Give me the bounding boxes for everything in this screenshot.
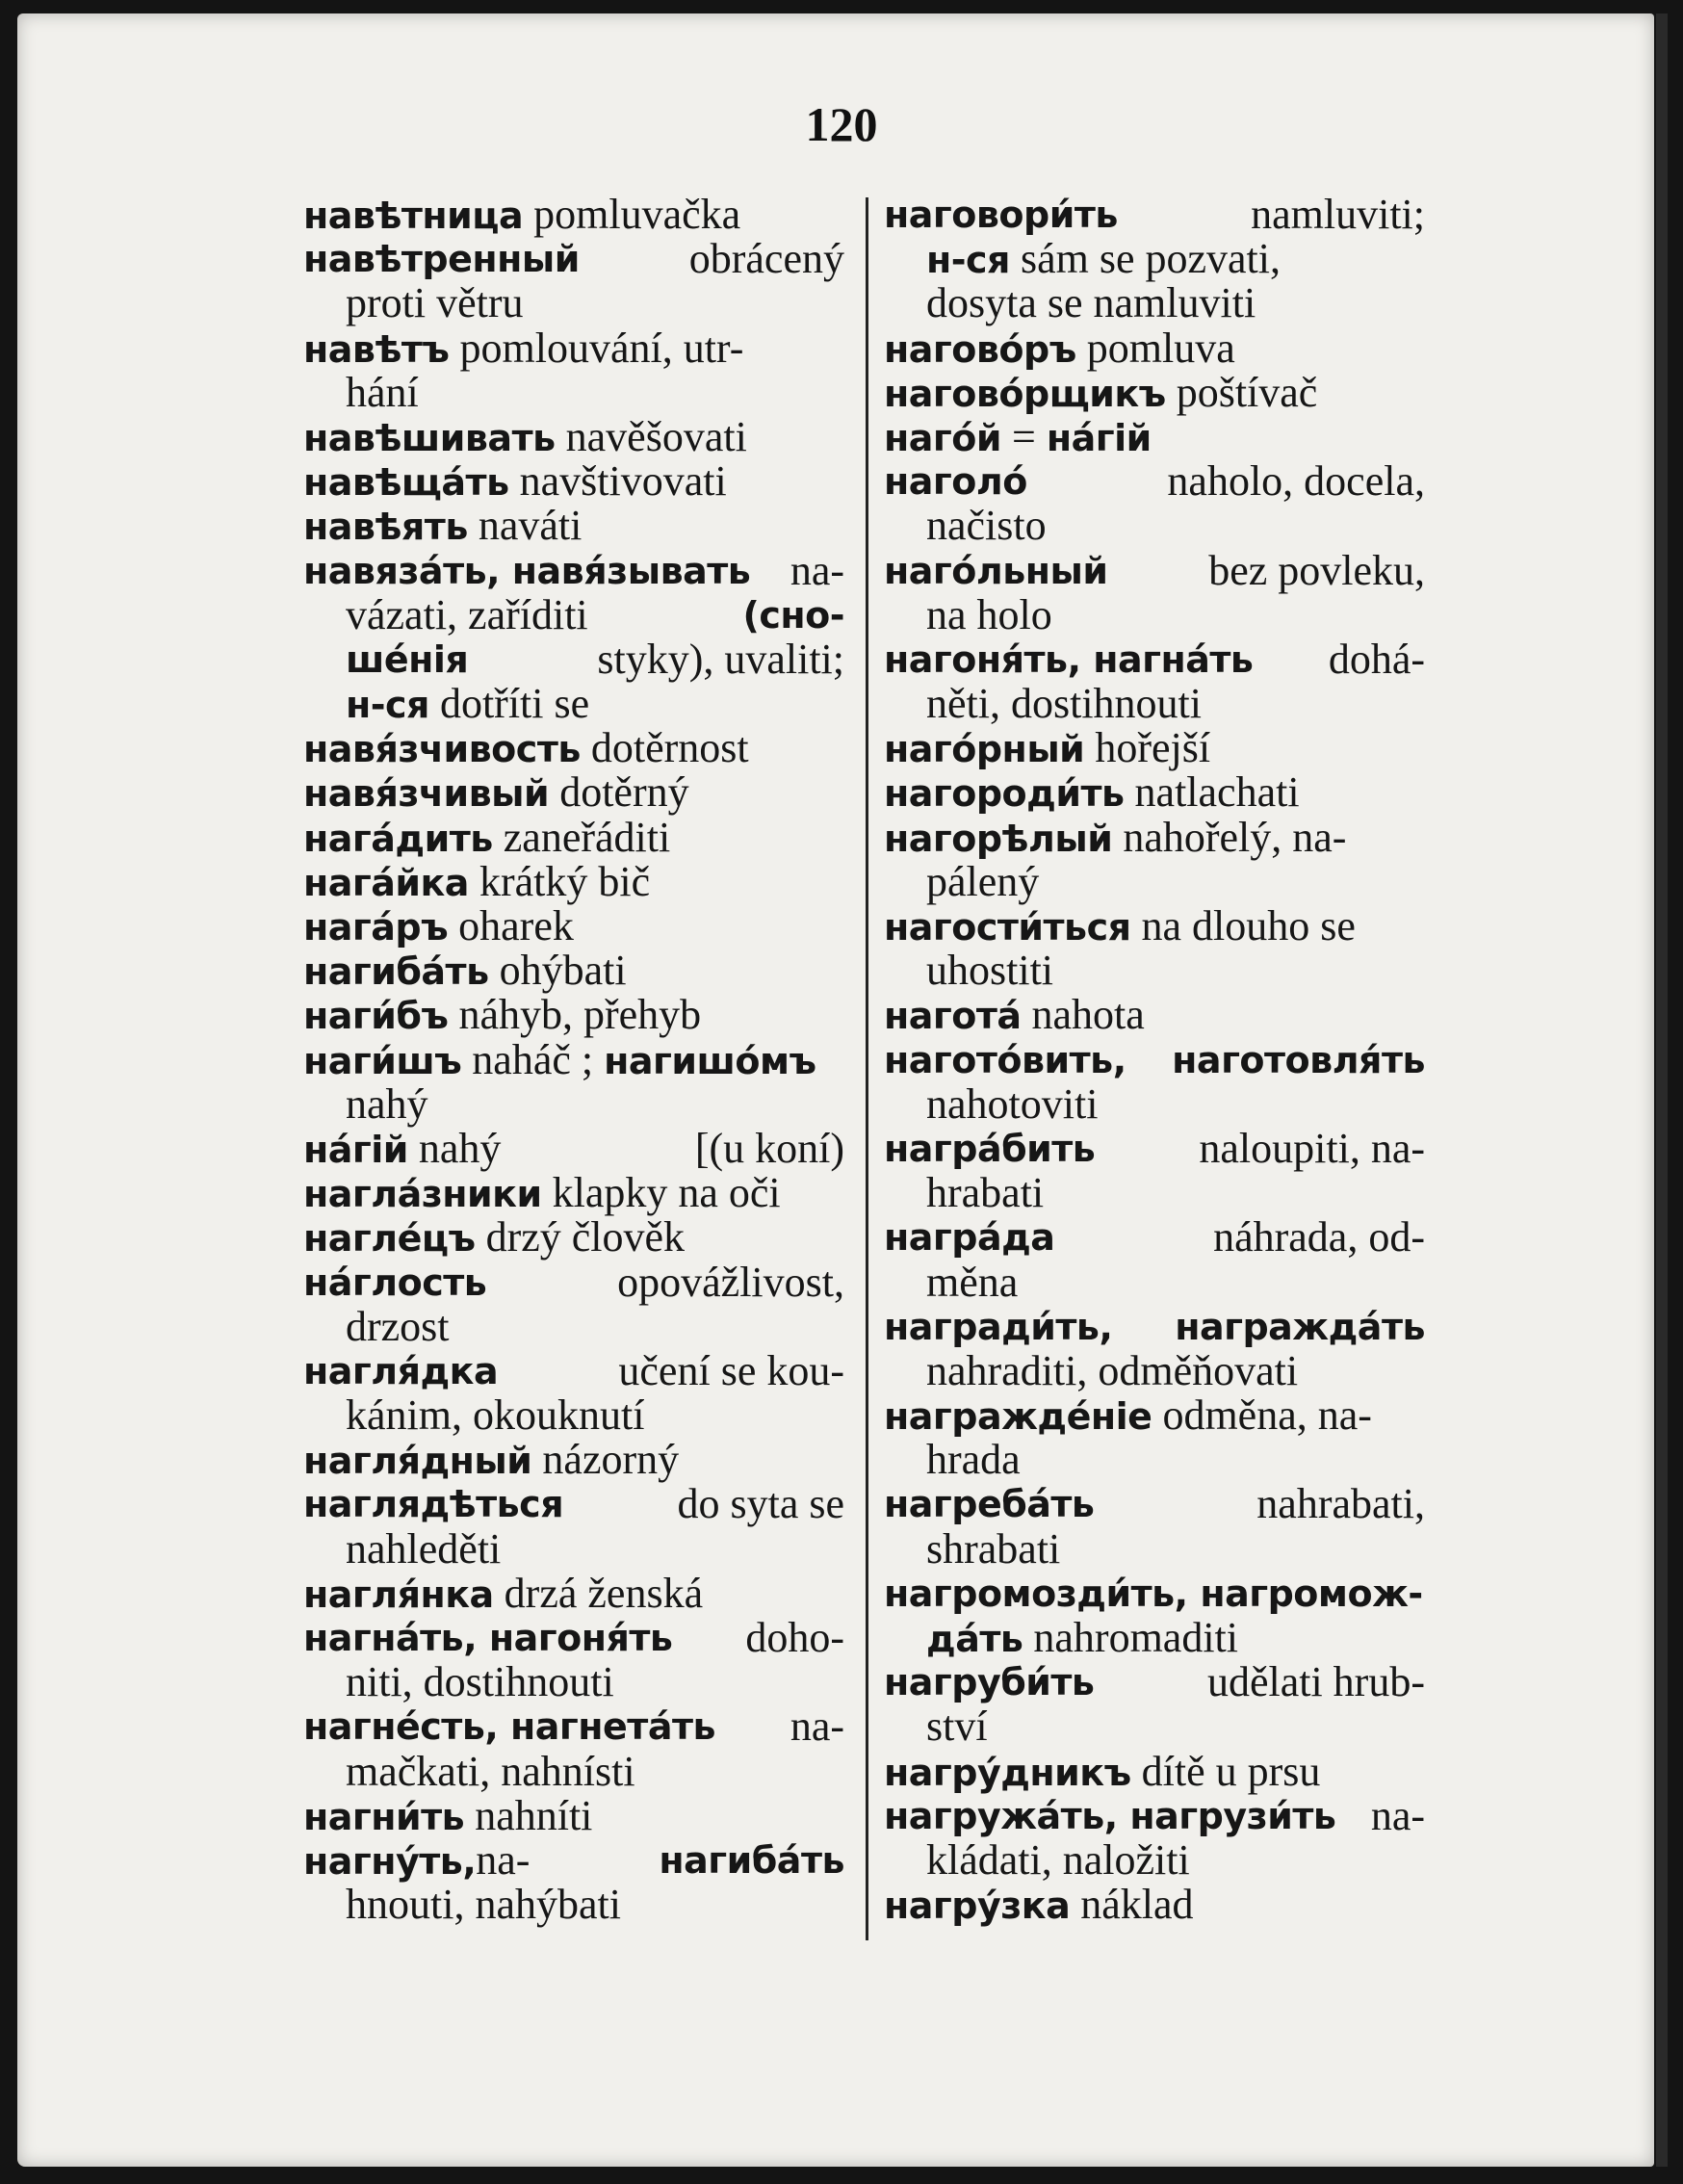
right-column [884, 193, 1425, 1927]
dictionary-line [884, 1215, 1425, 1260]
dictionary-line [884, 726, 1425, 770]
translation: nahota [1021, 991, 1145, 1039]
dictionary-line [303, 504, 844, 548]
dictionary-line [303, 237, 844, 281]
translation: nahý [346, 1079, 428, 1128]
dictionary-line [303, 682, 844, 726]
headword: награ́бить [884, 1127, 1096, 1170]
headword: шéнія [346, 637, 469, 681]
translation: učení se kou- [618, 1346, 844, 1394]
dictionary-line [303, 904, 844, 949]
dictionary-line [884, 459, 1425, 504]
dictionary-line [303, 1393, 844, 1438]
headword: наговóрщикъ [884, 372, 1166, 415]
headword: дáть [926, 1618, 1023, 1660]
dictionary-line [884, 1171, 1425, 1215]
translation: na- [476, 1835, 531, 1884]
dictionary-line [303, 368, 844, 416]
headword: нагибáть [303, 950, 489, 994]
headword: нáглость [303, 1261, 487, 1304]
headword: нагла́зники [303, 1173, 542, 1216]
translation: nahromaditi [1023, 1614, 1238, 1661]
headword: нагости́ться [884, 906, 1131, 949]
translation: dítě u prsu [1130, 1747, 1321, 1795]
dictionary-line [303, 193, 844, 237]
dictionary-line [303, 326, 844, 371]
dictionary-line [884, 949, 1425, 993]
translation: nahrabati, [1256, 1480, 1425, 1528]
headword: наглядѣться [303, 1483, 564, 1526]
headword: н-ся [926, 239, 1010, 282]
translation: bez povleku, [1208, 546, 1425, 594]
dictionary-line [303, 1035, 844, 1083]
dictionary-line [303, 1569, 844, 1617]
headword: навязáть, навя́зывать [303, 549, 751, 592]
dictionary-line [303, 1346, 844, 1394]
translation: dosyta se namluviti [926, 279, 1256, 327]
translation: navěšovati [555, 412, 747, 460]
headword: наготóвить, [884, 1038, 1126, 1081]
translation: shrabati [926, 1524, 1061, 1573]
dictionary-line [303, 1215, 844, 1260]
headword: наговóръ [884, 327, 1076, 371]
dictionary-line [303, 1616, 844, 1660]
headword-secondary: нагишóмъ [604, 1039, 816, 1082]
translation: pomluvačka [523, 191, 741, 238]
dictionary-line [303, 1883, 844, 1927]
dictionary-line [884, 1079, 1425, 1128]
headword: нагружáть, нагрузи́ть [884, 1794, 1336, 1837]
translation: dohá- [1328, 635, 1425, 683]
dictionary-line [884, 1616, 1425, 1660]
dictionary-line [884, 1258, 1425, 1306]
translation: mačkati, nahnísti [346, 1747, 635, 1795]
translation: nahý [407, 1124, 502, 1172]
dictionary-line [884, 326, 1425, 371]
dictionary-line [303, 1079, 844, 1128]
translation: naholo, docela, [1167, 457, 1425, 506]
headword: нагóльный [884, 549, 1108, 592]
translation: do syta se [677, 1480, 844, 1528]
translation: proti větru [346, 279, 524, 327]
dictionary-line [303, 412, 844, 460]
dictionary-line [884, 993, 1425, 1037]
translation: obrácený [688, 235, 844, 283]
translation: na holo [926, 590, 1052, 638]
dictionary-line [884, 1346, 1425, 1394]
headword: нагóрный [884, 728, 1085, 771]
headword: награ́да [884, 1216, 1055, 1260]
headword: нагруби́ть [884, 1661, 1095, 1704]
headword: нагороди́ть [884, 772, 1125, 816]
dictionary-line [303, 459, 844, 504]
dictionary-line [303, 949, 844, 993]
headword: нагромозди́ть, нагромож- [884, 1572, 1423, 1615]
dictionary-line [303, 1171, 844, 1215]
translation: opovážlivost, [617, 1258, 844, 1306]
translation: názorný [531, 1436, 680, 1484]
translation: hání [346, 368, 419, 416]
headword: наглéцъ [303, 1217, 476, 1261]
translation: načisto [926, 502, 1047, 550]
headword: навѣтренный [303, 238, 580, 281]
headword: нагáйка [303, 861, 469, 904]
dictionary-line [884, 1305, 1425, 1349]
headword: нагни́ть [303, 1795, 465, 1838]
translation: klapky na oči [541, 1169, 781, 1217]
translation: sám se pozvati, [1009, 235, 1281, 283]
translation: hrabati [926, 1169, 1045, 1217]
headword: нагóй [884, 416, 1001, 459]
dictionary-line [303, 813, 844, 861]
translation: niti, dostihnouti [346, 1658, 614, 1706]
translation: nahořelý, na- [1112, 813, 1347, 861]
headword: нагоня́ть, нагнáть [884, 637, 1254, 681]
translation: uhostiti [926, 947, 1054, 995]
translation: kánim, okouknutí [346, 1391, 645, 1440]
translation: na- [790, 1703, 844, 1751]
headword: награди́ть, [884, 1305, 1113, 1348]
translation: drzost [346, 1302, 450, 1350]
line-group [303, 1835, 531, 1884]
translation: udělati hrub- [1206, 1658, 1425, 1706]
translation: dotěrnost [580, 724, 749, 772]
translation: kládati, naložiti [926, 1835, 1190, 1884]
translation: na- [790, 546, 844, 594]
translation: ství [926, 1703, 988, 1751]
headword: нагрýдникъ [884, 1751, 1131, 1794]
translation: dotříti se [428, 680, 590, 728]
translation: zaneřáditi [492, 813, 671, 861]
translation: navštivovati [508, 457, 727, 506]
headword: нагнéсть, нагнетáть [303, 1705, 716, 1749]
dictionary-line [303, 1704, 844, 1749]
dictionary-line [303, 1791, 844, 1839]
headword: нагoлó [884, 460, 1027, 504]
dictionary-line [303, 546, 844, 594]
headword: наготá [884, 995, 1022, 1038]
translation: nahraditi, odměňovati [926, 1346, 1299, 1394]
headword: нагля́нка [303, 1573, 494, 1616]
dictionary-line [884, 1393, 1425, 1438]
headword: наговори́ть [884, 194, 1118, 236]
headword: нагорѣлый [884, 817, 1113, 860]
headword: нагребáть [884, 1483, 1095, 1526]
translation: = [1000, 412, 1047, 460]
translation: nahníti [464, 1791, 593, 1839]
dictionary-line [303, 1482, 844, 1526]
translation: něti, dostihnouti [926, 680, 1202, 728]
dictionary-line [884, 1124, 1425, 1172]
translation: poštívač [1165, 368, 1318, 416]
headword: н-ся [346, 684, 429, 727]
dictionary-line [303, 770, 844, 815]
headword: наги́бъ [303, 995, 449, 1038]
translation: pomluva [1075, 324, 1235, 372]
translation: vázati, zaříditi [346, 590, 599, 638]
translation: naháč ; [461, 1035, 605, 1083]
translation: pomlouvání, utr- [449, 324, 744, 372]
dictionary-line [884, 770, 1425, 815]
headword: навя́зчивость [303, 728, 581, 771]
dictionary-line [303, 1302, 844, 1350]
dictionary-line [884, 590, 1425, 638]
dictionary-line [884, 682, 1425, 726]
headword-secondary: наготовля́ть [1172, 1038, 1425, 1081]
dictionary-line [303, 281, 844, 325]
headword: нагнýть, [303, 1839, 477, 1883]
dictionary-line [884, 281, 1425, 325]
headword-secondary: (сно- [742, 593, 844, 637]
dictionary-line [303, 1835, 844, 1884]
headword: навѣять [303, 506, 468, 549]
translation: nahotoviti [926, 1079, 1099, 1128]
dictionary-line [884, 1572, 1425, 1616]
translation: měna [926, 1258, 1019, 1306]
headword: нагáръ [303, 906, 449, 949]
translation: naloupiti, na- [1199, 1124, 1425, 1172]
translation: doho- [745, 1614, 844, 1661]
translation: náklad [1070, 1881, 1194, 1929]
headword: навя́зчивый [303, 772, 550, 816]
translation: nahleděti [346, 1524, 502, 1573]
dictionary-line [884, 857, 1425, 905]
dictionary-line [884, 1524, 1425, 1573]
headword: нагáдить [303, 817, 493, 860]
dictionary-line [884, 193, 1425, 237]
dictionary-line [884, 1438, 1425, 1482]
headword: навѣтъ [303, 327, 450, 371]
dictionary-line [884, 1038, 1425, 1082]
translation-note: [(u koní) [694, 1124, 844, 1172]
dictionary-line [884, 1482, 1425, 1526]
dictionary-line [884, 1791, 1425, 1839]
dictionary-line [303, 590, 844, 638]
translation: pálený [926, 857, 1040, 905]
headword: нагрýзка [884, 1885, 1071, 1928]
headword: нáгій [303, 1128, 408, 1171]
dictionary-line [303, 1660, 844, 1704]
translation: drzý člověk [475, 1213, 686, 1261]
dictionary-line [303, 993, 844, 1037]
translation: drzá ženská [493, 1569, 704, 1617]
dictionary-line [884, 904, 1425, 949]
translation: naváti [467, 502, 583, 550]
column-divider [866, 197, 868, 1940]
headword: навѣщáть [303, 461, 509, 505]
headword: навѣтница [303, 195, 524, 237]
translation: na- [1370, 1791, 1425, 1839]
translation: styky), uvaliti; [586, 635, 844, 683]
dictionary-line [303, 1124, 844, 1172]
dictionary-line [884, 1660, 1425, 1704]
dictionary-line [884, 368, 1425, 416]
translation: oharek [448, 902, 574, 949]
translation: dotěrný [549, 768, 689, 817]
translation: krátký bič [468, 857, 651, 905]
line-group [303, 1124, 502, 1172]
headword: награждéніе [884, 1395, 1152, 1439]
translation: odměna, na- [1152, 1391, 1372, 1440]
dictionary-line [884, 1835, 1425, 1884]
headword: нагля́дка [303, 1349, 499, 1392]
page-number: 120 [805, 97, 878, 151]
headword: нагнáть, нагоня́ть [303, 1617, 673, 1659]
dictionary-line [884, 546, 1425, 594]
dictionary-line [303, 637, 844, 682]
dictionary-line [884, 1883, 1425, 1927]
dictionary-line [303, 857, 844, 905]
page-edge [1656, 13, 1668, 2167]
translation: na dlouho se [1130, 902, 1356, 949]
dictionary-line [884, 412, 1425, 460]
translation: hrada [926, 1436, 1021, 1484]
headword: наги́шъ [303, 1039, 462, 1082]
dictionary-line [884, 637, 1425, 682]
translation: hnouti, nahýbati [346, 1881, 621, 1929]
translation: ohýbati [488, 947, 627, 995]
dictionary-line [884, 237, 1425, 281]
headword: навѣшивать [303, 416, 556, 459]
translation: náhyb, přehyb [448, 991, 702, 1039]
translation: hořejší [1084, 724, 1211, 772]
translation: namluviti; [1251, 191, 1425, 238]
headword-secondary: награждáть [1175, 1305, 1425, 1348]
dictionary-line [303, 1438, 844, 1482]
dictionary-line [884, 1704, 1425, 1749]
left-column [303, 193, 844, 1927]
dictionary-line [303, 1747, 844, 1795]
dictionary-line [884, 813, 1425, 861]
translation: natlachati [1124, 768, 1300, 817]
translation: náhrada, od- [1213, 1213, 1425, 1261]
dictionary-line [303, 726, 844, 770]
dictionary-line [884, 1747, 1425, 1795]
dictionary-line [884, 504, 1425, 548]
headword-secondary: нáгій [1046, 416, 1152, 459]
headword: нагля́дный [303, 1440, 532, 1483]
headword-secondary: нагибáть [659, 1838, 844, 1882]
dictionary-line [303, 1258, 844, 1306]
dictionary-line [303, 1524, 844, 1573]
